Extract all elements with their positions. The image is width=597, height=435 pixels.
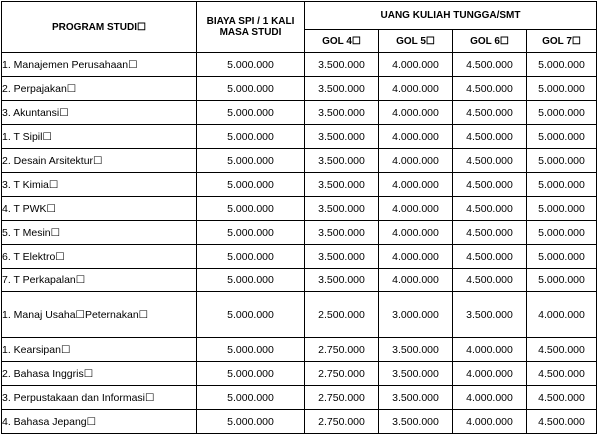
gol-5-value: 3.000.000 [379, 292, 453, 338]
program-name: 7. T Perkapalan☐ [2, 269, 197, 292]
gol-5-value: 4.000.000 [379, 197, 453, 221]
gol-6-value: 4.000.000 [453, 410, 527, 434]
gol-7-value: 5.000.000 [527, 197, 597, 221]
gol-6-value: 4.500.000 [453, 269, 527, 292]
header-gol-5: GOL 5☐ [379, 30, 453, 53]
program-name: 2. Desain Arsitektur☐ [2, 149, 197, 173]
spi-value: 5.000.000 [197, 173, 305, 197]
gol-6-value: 4.000.000 [453, 338, 527, 362]
gol-7-value: 5.000.000 [527, 245, 597, 269]
program-name: 4. Bahasa Jepang☐ [2, 410, 197, 434]
table-row [2, 125, 597, 149]
gol-5-value: 3.500.000 [379, 386, 453, 410]
gol-6-value: 4.500.000 [453, 245, 527, 269]
spi-value: 5.000.000 [197, 245, 305, 269]
gol-5-value: 3.500.000 [379, 338, 453, 362]
gol-6-value: 4.500.000 [453, 197, 527, 221]
spi-value: 5.000.000 [197, 125, 305, 149]
gol-4-value: 3.500.000 [305, 53, 379, 77]
gol-7-value: 4.500.000 [527, 410, 597, 434]
table-row [2, 292, 597, 338]
gol-4-value: 3.500.000 [305, 125, 379, 149]
program-name: 1. Manajemen Perusahaan☐ [2, 53, 197, 77]
gol-4-value: 3.500.000 [305, 149, 379, 173]
program-name: 1. T Sipil☐ [2, 125, 197, 149]
gol-5-value: 4.000.000 [379, 245, 453, 269]
gol-6-value: 4.000.000 [453, 362, 527, 386]
gol-4-value: 3.500.000 [305, 173, 379, 197]
program-name: 3. Akuntansi☐ [2, 101, 197, 125]
program-name: 3. Perpustakaan dan Informasi☐ [2, 386, 197, 410]
header-uang-kuliah: UANG KULIAH TUNGGA/SMT [305, 2, 597, 30]
gol-4-value: 2.500.000 [305, 292, 379, 338]
spi-value: 5.000.000 [197, 77, 305, 101]
gol-5-value: 3.500.000 [379, 362, 453, 386]
gol-7-value: 5.000.000 [527, 221, 597, 245]
gol-5-value: 4.000.000 [379, 149, 453, 173]
table-row [2, 269, 597, 292]
gol-6-value: 4.500.000 [453, 221, 527, 245]
program-name: 4. T PWK☐ [2, 197, 197, 221]
spi-value: 5.000.000 [197, 386, 305, 410]
gol-6-value: 4.500.000 [453, 125, 527, 149]
gol-7-value: 5.000.000 [527, 173, 597, 197]
gol-4-value: 2.750.000 [305, 338, 379, 362]
table-row [2, 362, 597, 386]
gol-7-value: 5.000.000 [527, 149, 597, 173]
gol-4-value: 3.500.000 [305, 245, 379, 269]
table-row [2, 197, 597, 221]
program-name: 2. Bahasa Inggris☐ [2, 362, 197, 386]
spi-value: 5.000.000 [197, 101, 305, 125]
table-row [2, 386, 597, 410]
gol-6-value: 4.500.000 [453, 77, 527, 101]
program-name: 6. T Elektro☐ [2, 245, 197, 269]
header-gol-7: GOL 7☐ [527, 30, 597, 53]
table-row [2, 173, 597, 197]
gol-5-value: 4.000.000 [379, 221, 453, 245]
gol-5-value: 4.000.000 [379, 269, 453, 292]
table-row [2, 245, 597, 269]
program-name: 3. T Kimia☐ [2, 173, 197, 197]
spi-value: 5.000.000 [197, 362, 305, 386]
spi-value: 5.000.000 [197, 221, 305, 245]
gol-6-value: 4.000.000 [453, 386, 527, 410]
gol-7-value: 4.000.000 [527, 292, 597, 338]
gol-5-value: 4.000.000 [379, 125, 453, 149]
table-row [2, 338, 597, 362]
gol-7-value: 5.000.000 [527, 77, 597, 101]
spi-value: 5.000.000 [197, 197, 305, 221]
spi-value: 5.000.000 [197, 149, 305, 173]
gol-6-value: 4.500.000 [453, 149, 527, 173]
gol-4-value: 3.500.000 [305, 221, 379, 245]
gol-4-value: 2.750.000 [305, 410, 379, 434]
fees-table [1, 1, 597, 434]
gol-4-value: 2.750.000 [305, 386, 379, 410]
gol-6-value: 4.500.000 [453, 173, 527, 197]
spi-value: 5.000.000 [197, 338, 305, 362]
table-row [2, 149, 597, 173]
gol-7-value: 5.000.000 [527, 53, 597, 77]
spi-value: 5.000.000 [197, 269, 305, 292]
gol-7-value: 4.500.000 [527, 338, 597, 362]
spi-value: 5.000.000 [197, 410, 305, 434]
gol-7-value: 5.000.000 [527, 125, 597, 149]
header-gol-4: GOL 4☐ [305, 30, 379, 53]
program-name: 1. Kearsipan☐ [2, 338, 197, 362]
gol-4-value: 2.750.000 [305, 362, 379, 386]
spi-value: 5.000.000 [197, 53, 305, 77]
gol-5-value: 4.000.000 [379, 101, 453, 125]
gol-7-value: 4.500.000 [527, 386, 597, 410]
gol-7-value: 5.000.000 [527, 269, 597, 292]
header-biaya-spi: BIAYA SPI / 1 KALI MASA STUDI [197, 2, 305, 53]
table-row [2, 53, 597, 77]
program-name: 2. Perpajakan☐ [2, 77, 197, 101]
table-row [2, 101, 597, 125]
spi-value: 5.000.000 [197, 292, 305, 338]
gol-6-value: 4.500.000 [453, 53, 527, 77]
gol-4-value: 3.500.000 [305, 101, 379, 125]
header-gol-6: GOL 6☐ [453, 30, 527, 53]
gol-4-value: 3.500.000 [305, 77, 379, 101]
program-name: 5. T Mesin☐ [2, 221, 197, 245]
gol-6-value: 4.500.000 [453, 101, 527, 125]
program-name: 1. Manaj Usaha☐Peternakan☐ [2, 292, 197, 338]
gol-5-value: 4.000.000 [379, 77, 453, 101]
gol-5-value: 4.000.000 [379, 53, 453, 77]
header-program-studi: PROGRAM STUDI☐ [2, 2, 197, 53]
gol-5-value: 4.000.000 [379, 173, 453, 197]
gol-7-value: 5.000.000 [527, 101, 597, 125]
gol-4-value: 3.500.000 [305, 197, 379, 221]
gol-7-value: 4.500.000 [527, 362, 597, 386]
gol-4-value: 3.500.000 [305, 269, 379, 292]
table-row [2, 77, 597, 101]
gol-5-value: 3.500.000 [379, 410, 453, 434]
table-row [2, 410, 597, 434]
table-row [2, 221, 597, 245]
gol-6-value: 3.500.000 [453, 292, 527, 338]
